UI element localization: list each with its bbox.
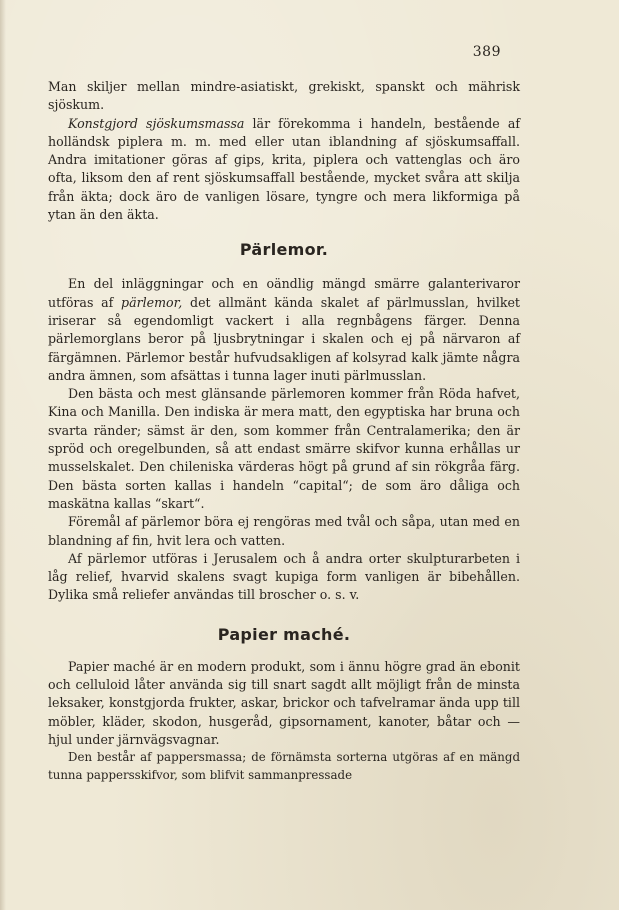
paragraph-parlemor-3: Föremål af pärlemor böra ej rengöras med tvål och såpa, utan med en blandning af fin, hvit lera och vatten. <box>48 514 520 548</box>
paragraph-text: lär förekomma i handeln, bestående af holländsk piplera m. m. med eller utan iblandning af sjöskumsaffall. Andra imitationer göras af gips, krita, piplera och vattenglas och äro ofta, liksom den af rent sjöskumsaffall bestående, mycket svåra att skilja från äkta; dock äro de vanligen lösare, tyngre och mera likformiga på ytan än den äkta. <box>48 115 521 223</box>
emphasis-term: Konstgjord sjöskumsmassa <box>68 115 245 131</box>
paragraph-parlemor-1 <box>48 275 520 385</box>
paragraph-intro-2 <box>48 115 520 225</box>
section-heading-papier-mache: Papier maché. <box>217 624 351 644</box>
paragraph-text: det allmänt kända skalet af pärlmusslan, hvilket iriserar så egendomligt vackert i alla regnbågens färger. Denna pärlemorglans beror på ljusbrytningar i skalen och ej på närvaron af färgämnen. Pärlemor består hufvudsakligen af kolsyrad kalk jämte några andra ämnen, som afsättas i tunna lager inuti pärlmusslan. <box>48 294 520 383</box>
paragraph-papier-mache-1: Papier maché är en modern produkt, som i ännu högre grad än ebonit och celluloid låter använda sig till snart sagdt allt möjligt från de minsta leksaker, konstgjorda frukter, askar, brickor och tafvelramar ända upp till möbler, kläder, skodon, husgeråd, gipsornament, kanoter, båtar och — hjul under järnvägsvagnar. <box>48 658 520 747</box>
paragraph-papier-mache-2: Den består af pappersmassa; de förnämsta sorterna utgöras af en mängd tunna pappersskifvor, som blifvit sammanpressade <box>48 750 520 782</box>
paragraph-parlemor-2: Den bästa och mest glänsande pärlemoren kommer från Röda hafvet, Kina och Manilla. Den indiska är mera matt, den egyptiska har bruna och svarta ränder; sämst är den, som kommer från Centralamerika; den är spröd och oregelbunden, så att endast smärre skifvor kunna erhållas ur musselskalet. Den chileniska värderas högt på grund af sin rökgråa färg. Den bästa sorten kallas i handeln “capital“; de som äro dåliga och maskätna kallas “skart“. <box>48 386 520 511</box>
paragraph-intro-1: Man skiljer mellan mindre-asiatiskt, grekiskt, spanskt och mährisk sjöskum. <box>48 79 520 113</box>
page-edge-shadow <box>0 0 6 910</box>
page-content <box>48 78 520 784</box>
emphasis-term: pärlemor, <box>121 294 183 310</box>
paragraph-parlemor-4: Af pärlemor utföras i Jerusalem och å andra orter skulpturarbeten i låg relief, hvarvid skalens svagt kupiga form vanligen är bibehållen. Dylika små reliefer användas till broscher o. s. v. <box>48 550 520 603</box>
section-heading-parlemor: Pärlemor. <box>239 240 329 260</box>
page-number: 389 <box>472 44 501 60</box>
paragraph-text: En del inläggningar och en oändlig mängd smärre galanterivaror utföras af <box>48 276 520 310</box>
